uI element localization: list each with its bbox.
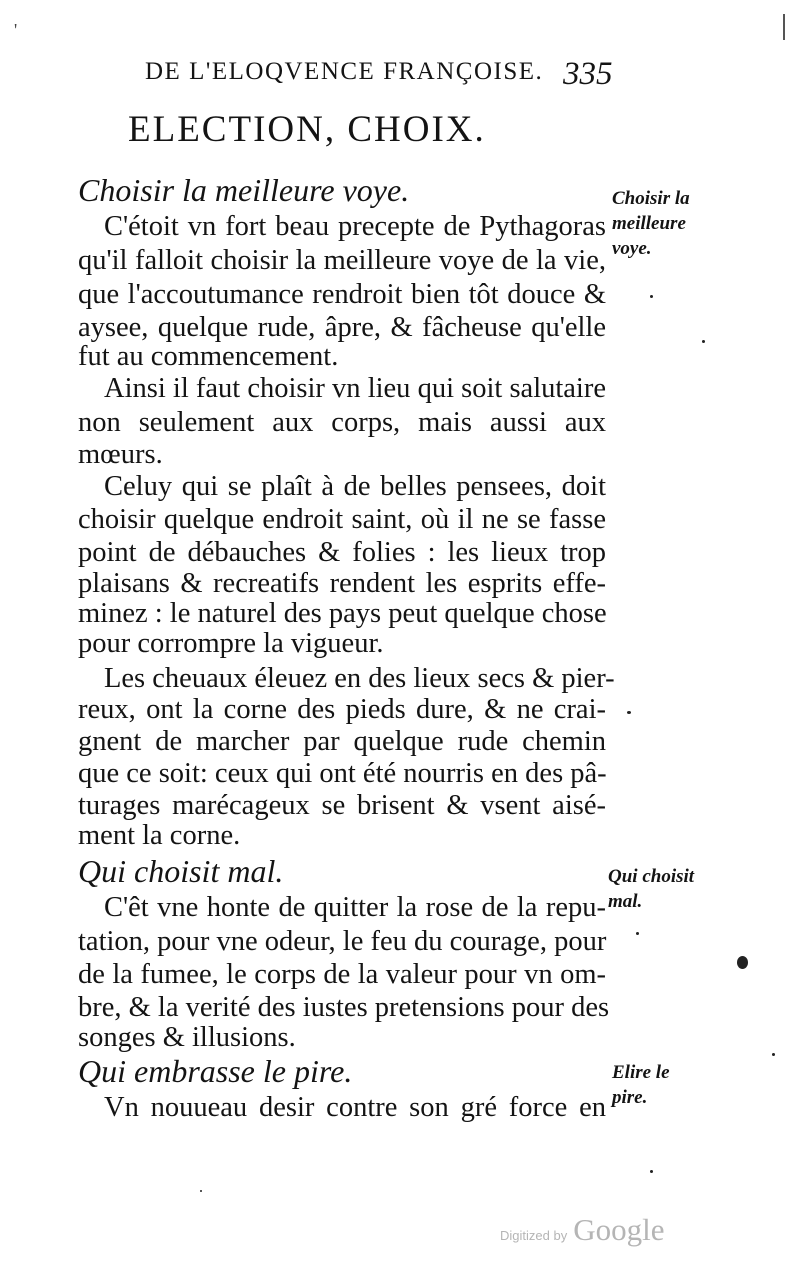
text-line: gnent de marcher par quelque rude chemin (78, 726, 606, 757)
text-line: Vn nouueau desir contre son gré force en (104, 1092, 606, 1123)
margin-note-line: Elire le (612, 1062, 670, 1083)
scan-speck (200, 1190, 202, 1192)
page-edge-mark (783, 14, 785, 40)
scan-speck (772, 1053, 775, 1056)
margin-note-line: Qui choisit (608, 866, 695, 887)
text-line: non seulement aux corps, mais aussi aux (78, 407, 606, 438)
margin-note-line: mal. (608, 891, 643, 912)
scan-speck (650, 1170, 653, 1173)
text-line: choisir quelque endroit saint, où il ne se fasse (78, 504, 606, 535)
subhead-choisit-mal: Qui choisit mal. (78, 853, 284, 889)
text-line: songes & illusions. (78, 1022, 296, 1053)
scan-speck (627, 711, 631, 714)
scan-speck (650, 295, 653, 298)
margin-note-elire-pire (612, 1060, 670, 1110)
text-line: que l'accoutumance rendroit bien tôt douce & (78, 279, 606, 310)
text-line: Ainsi il faut choisir vn lieu qui soit salutaire (104, 373, 606, 404)
margin-note-line: Choisir la (612, 188, 690, 209)
digitization-watermark (500, 1212, 664, 1248)
text-line: reux, ont la corne des pieds dure, & ne crai- (78, 694, 606, 725)
margin-note-line: meilleure (612, 213, 686, 234)
text-line: C'êt vne honte de quitter la rose de la repu- (104, 892, 606, 923)
text-line: turages marécageux se brisent & vsent aisé- (78, 790, 606, 821)
text-line: plaisans & recreatifs rendent les esprits effe- (78, 568, 606, 599)
text-line: Les cheuaux éleuez en des lieux secs & pier- (104, 663, 615, 694)
scan-speck (636, 932, 639, 935)
ink-blot (737, 956, 748, 969)
google-logo: Google (573, 1212, 665, 1247)
text-line: que ce soit: ceux qui ont été nourris en des pâ- (78, 758, 607, 789)
text-line: Celuy qui se plaît à de belles pensees, doit (104, 471, 606, 502)
margin-note-choisir (612, 186, 690, 261)
running-head: DE L'ELOQVENCE FRANÇOISE. (145, 58, 544, 85)
margin-note-line: voye. (612, 238, 652, 259)
watermark-prefix: Digitized by (500, 1228, 568, 1243)
text-line: pour corrompre la vigueur. (78, 628, 384, 659)
section-title: ELECTION, CHOIX. (128, 109, 486, 150)
text-line: mœurs. (78, 439, 163, 470)
subhead-choisir: Choisir la meilleure voye. (78, 172, 410, 208)
text-line: fut au commencement. (78, 341, 339, 372)
text-line: de la fumee, le corps de la valeur pour vn om- (78, 959, 606, 990)
page-corner-mark: ' (14, 20, 18, 40)
margin-note-line: pire. (612, 1087, 648, 1108)
text-line: ment la corne. (78, 820, 241, 851)
text-line: tation, pour vne odeur, le feu du courage, pour (78, 926, 607, 957)
margin-note-choisit-mal (608, 864, 694, 914)
text-line: minez : le naturel des pays peut quelque chose (78, 598, 607, 629)
text-line: C'étoit vn fort beau precepte de Pythagoras (104, 211, 606, 242)
subhead-embrasse-pire: Qui embrasse le pire. (78, 1053, 353, 1089)
text-line: point de débauches & folies : les lieux trop (78, 537, 606, 568)
text-line: aysee, quelque rude, âpre, & fâcheuse qu'elle (78, 312, 606, 343)
text-line: bre, & la verité des iustes pretensions pour des (78, 992, 610, 1023)
scan-speck (702, 340, 705, 343)
text-line: qu'il falloit choisir la meilleure voye de la vie, (78, 245, 606, 276)
page-number: 335 (563, 56, 613, 92)
